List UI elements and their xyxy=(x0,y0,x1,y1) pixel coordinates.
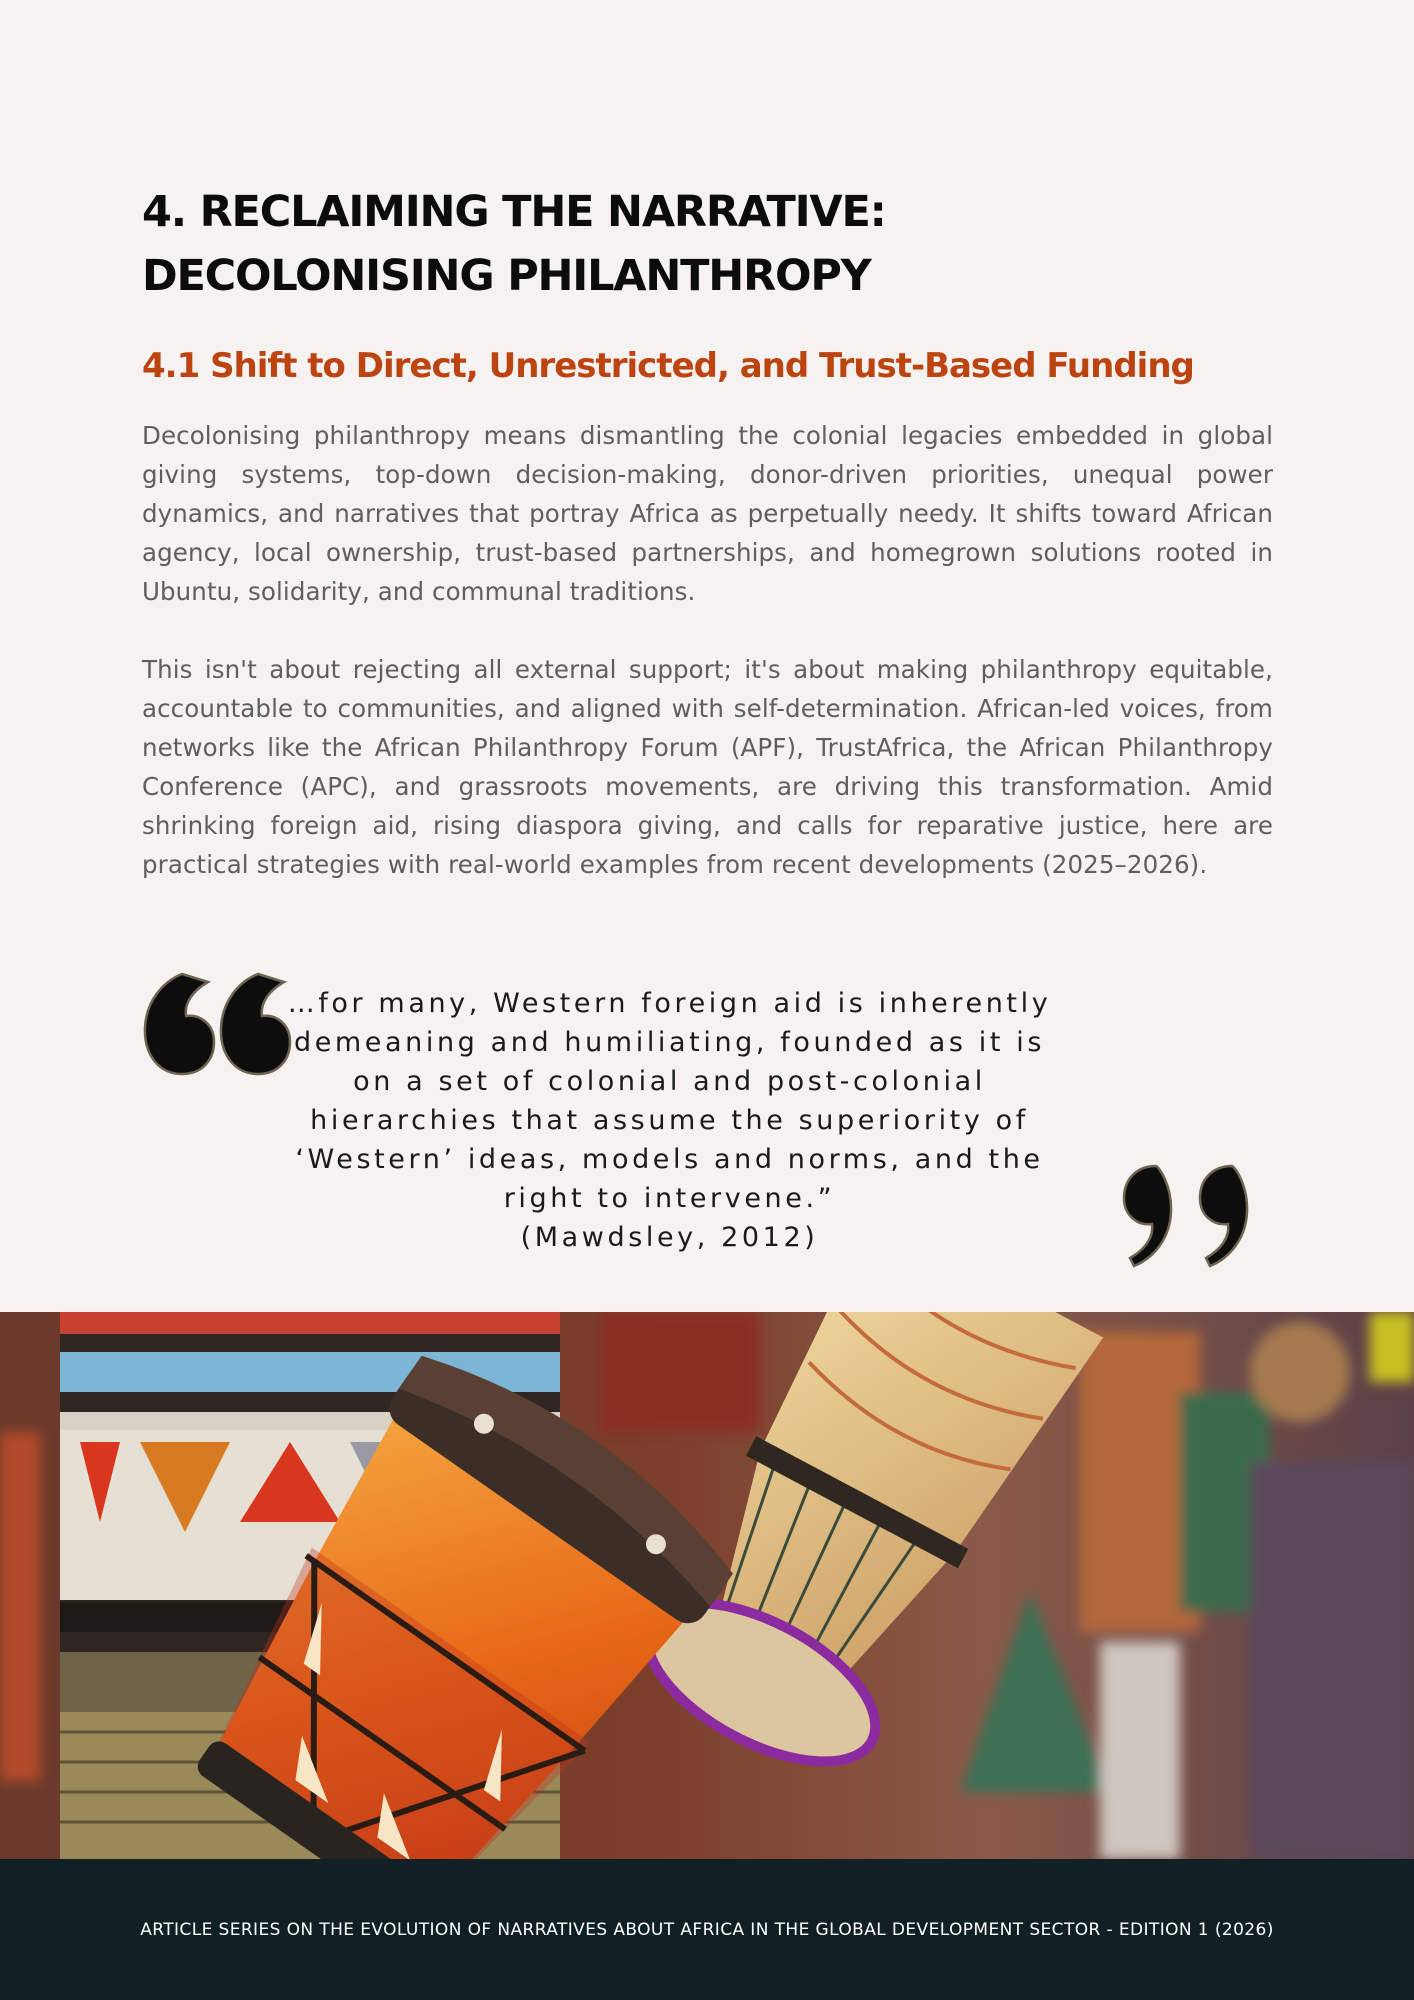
title-line-1: 4. RECLAIMING THE NARRATIVE: xyxy=(142,187,886,237)
quote-text: …for many, Western foreign aid is inherently demeaning and humiliating, founded as it is on a set of colonial and post-colonial hierarchies that assume the superiority of ‘Western’ ideas, models and norms, and the right to intervene.” xyxy=(287,988,1052,1214)
body-paragraph-2: This isn't about rejecting all external support; it's about making philanthropy equitable, accountable to communities, and aligned with self-determination. African-led voices, from networks like the African Philanthropy Forum (APF), TrustAfrica, the African Philanthropy Conference (APC), and grassroots movements, are driving this transformation. Amid shrinking foreign aid, rising diaspora giving, and calls for reparative justice, here are practical strategies with real-world examples from recent developments (2025–2026). xyxy=(142,655,1273,879)
footer xyxy=(0,1859,1414,2000)
section-subtitle: 4.1 Shift to Direct, Unrestricted, and Trust-Based Funding xyxy=(142,346,1194,386)
footer-text: ARTICLE SERIES ON THE EVOLUTION OF NARRATIVES ABOUT AFRICA IN THE GLOBAL DEVELOPMENT SECTOR - EDITION 1 (2026) xyxy=(140,1919,1274,1940)
page-title xyxy=(142,180,1042,308)
opening-quotation-mark-icon xyxy=(142,970,297,1080)
body-paragraph-1: Decolonising philanthropy means dismantling the colonial legacies embedded in global giving systems, top-down decision-making, donor-driven priorities, unequal power dynamics, and narratives that portray Africa as perpetually needy. It shifts toward African agency, local ownership, trust-based partnerships, and homegrown solutions rooted in Ubuntu, solidarity, and communal traditions. xyxy=(142,421,1273,606)
quote-text-block xyxy=(282,984,1057,1257)
pull-quote xyxy=(142,970,1273,1270)
title-line-2: DECOLONISING PHILANTHROPY xyxy=(142,251,871,301)
closing-quotation-mark-icon xyxy=(1118,1160,1273,1270)
quote-citation: (Mawdsley, 2012) xyxy=(520,1222,819,1253)
article-content xyxy=(142,180,1273,884)
drums-photo xyxy=(0,1312,1414,1859)
